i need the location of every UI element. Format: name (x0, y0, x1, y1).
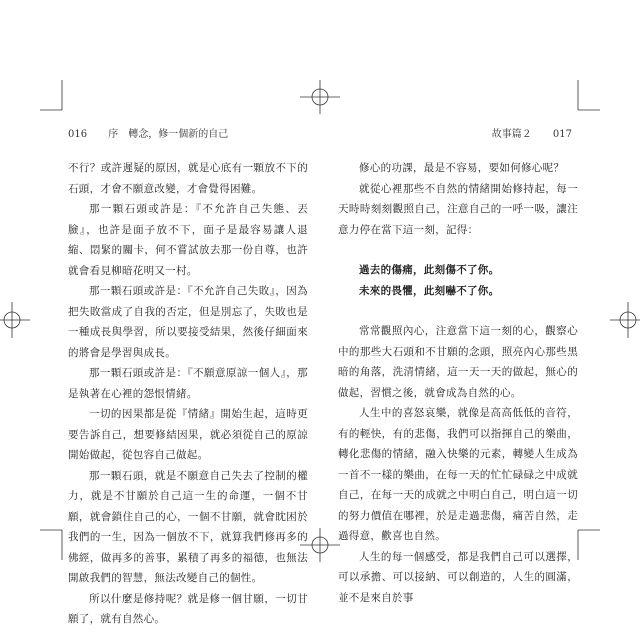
left-running-head: 序 轉念，修一個新的自己 (108, 129, 229, 140)
paragraph: 不行？或許遲疑的原因，就是心底有一顆放不下的石頭，才會不願意改變，才會覺得困難。 (68, 162, 308, 195)
quote-line: 過去的傷痛，此刻傷不了你。 (359, 264, 500, 276)
paragraph: 那一顆石頭或許是：『不允許自己失敗』，因為把失敗當成了自我的否定，但是別忘了，失敗也是一種成長與學習，所以要接受結果，然後仔細面來的將會是學習與成長。 (68, 285, 308, 359)
paragraph: 人生中的喜怒哀樂，就像是高高低低的音符，有的輕快，有的悲傷，我們可以指揮自己的樂曲，轉化悲傷的情緒，融入快樂的元素，轉變人生成為一首不一樣的樂曲，在每一天的忙忙碌碌之中成就自己，在每一天的成就之中明白自己，明白這一切的努力價值在哪裡，於是走過悲傷，痛苦自然，走過得意，歡喜也自然。 (338, 407, 578, 542)
paragraph: 就從心裡那些不自然的情緒開始修持起，每一天時時刻刻觀照自己，注意自己的一呼一吸，讓注意力停在當下這一刻，記得： (338, 182, 578, 236)
paragraph: 所以什麼是修持呢？就是修一個甘願，一切甘願了，就有自然心。 (68, 592, 308, 625)
quote-line: 未來的畏懼，此刻嚇不了你。 (359, 284, 500, 297)
paragraph: 一切的因果都是從『情緒』開始生起，這時更要告訴自己，想要修結因果，就必須從自己的原諒開始做起，從包容自己做起。 (68, 408, 308, 461)
right-page-number: 017 (552, 129, 572, 140)
left-page-header (68, 125, 228, 140)
left-page-body (68, 158, 308, 630)
spacer (338, 240, 578, 260)
paragraph: 那一顆石頭或許是：『不願意原諒一個人』，那是執著在心裡的怨恨情緒。 (68, 367, 308, 400)
spacer (338, 301, 578, 321)
paragraph: 人生的每一個感受，都是我們自己可以選擇，可以承擔、可以接納、可以創造的，人生的圓滿，並不是來自於事 (338, 550, 578, 604)
paragraph: 常常觀照內心，注意當下這一刻的心，觀察心中的那些大石頭和不甘願的念頭，照亮內心那些黑暗的角落，洗清情緒，這一天一天的做起，無心的做起，習慣之後，就會成為自然的心。 (338, 325, 578, 399)
paragraph: 那一顆石頭或許是：『不允許自己失態、丟臉』，也許是面子放不下，面子是最容易讓人退縮、悶緊的關卡，何不嘗試放去那一份自尊，也許就會看見柳暗花明又一村。 (68, 203, 308, 277)
right-page-header (492, 125, 572, 140)
paragraph: 那一顆石頭，就是不願意自己失去了控制的權力，就是不甘願於自己這一生的命運，一個不甘願，就會鎖住自己的心，一個不甘願，就會眈困於我們的一生，因為一個放不下，就算我們修再多的佛經，做再多的善事，累積了再多的福德，也無法開啟我們的智慧，無法改變自己的個性。 (68, 469, 308, 584)
left-page-number: 016 (68, 129, 88, 140)
right-running-head: 故事篇２ (491, 129, 532, 140)
right-page-body (338, 158, 578, 608)
paragraph: 修心的功課，最是不容易，要如何修心呢？ (359, 162, 565, 174)
